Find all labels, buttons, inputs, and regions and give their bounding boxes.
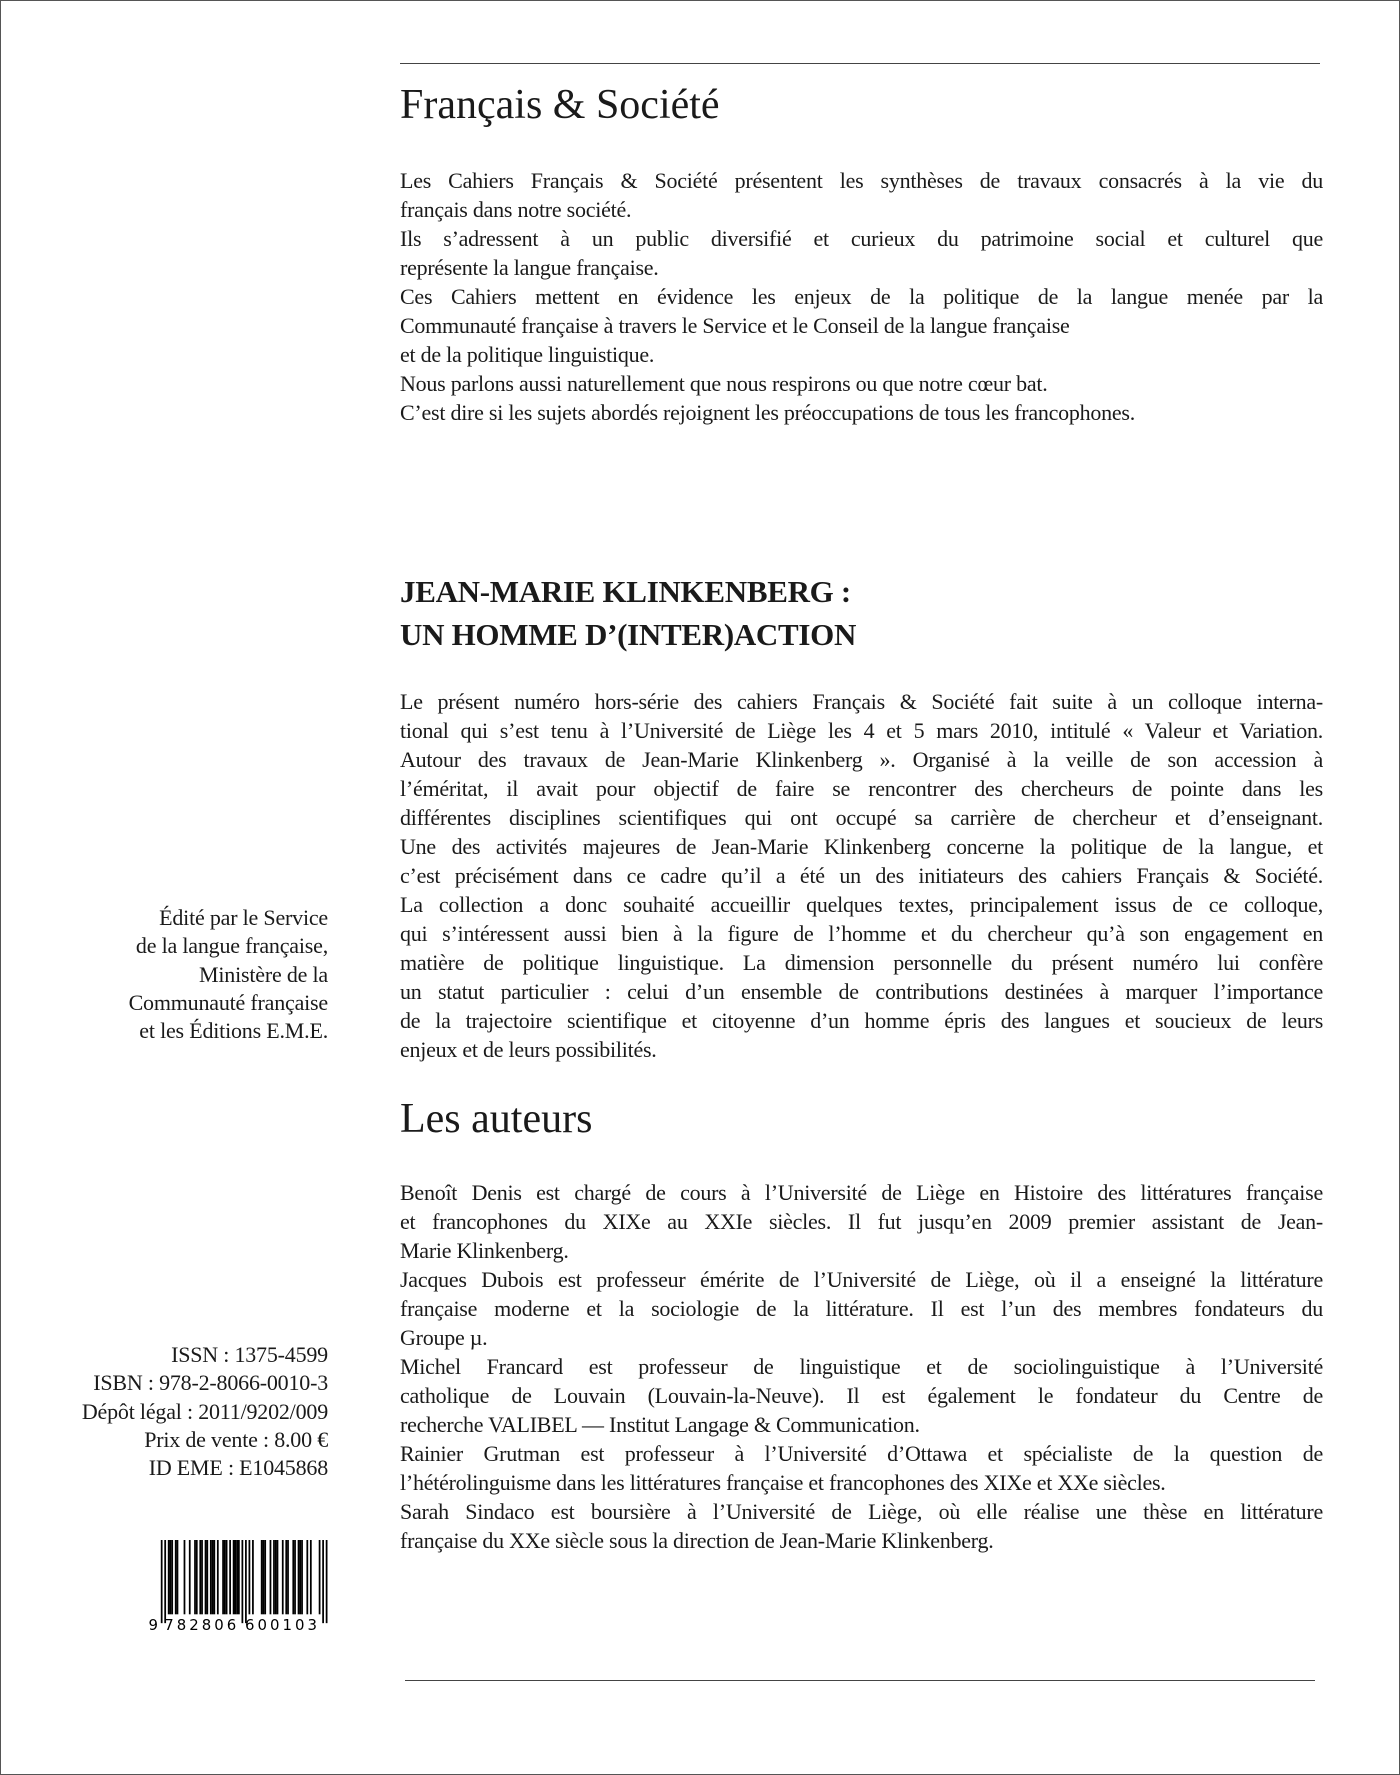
- barcode-bar: [238, 1540, 240, 1614]
- text-line: Rainier Grutman est professeur à l’Université d’Ottawa et spécialiste de la question de: [400, 1441, 1323, 1466]
- barcode-bar: [168, 1540, 170, 1614]
- text-line: différentes disciplines scientifiques qui ont occupé sa carrière de chercheur et d’enseignant.: [400, 805, 1323, 830]
- publisher-line: Communauté française: [128, 989, 328, 1015]
- isbn: ISBN : 978-2-8066-0010-3: [93, 1370, 328, 1396]
- barcode-left-digits: 782806: [164, 1616, 237, 1632]
- text-line: tional qui s’est tenu à l’Université de Liège les 4 et 5 mars 2010, intitulé « Valeur et Variation.: [400, 718, 1323, 743]
- publisher-line: et les Éditions E.M.E.: [139, 1018, 328, 1044]
- book-title-line1: JEAN-MARIE KLINKENBERG :: [400, 574, 851, 609]
- bottom-rule: [405, 1680, 1315, 1681]
- text-line: français dans notre société.: [400, 197, 632, 222]
- barcode-right-digits: 600103: [245, 1616, 317, 1632]
- text-line: Nous parlons aussi naturellement que nous respirons ou que notre cœur bat.: [400, 371, 1048, 396]
- text-line: l’éméritat, il avait pour objectif de faire se rencontrer des chercheurs de pointe dans les: [400, 776, 1323, 801]
- text-line: Ils s’adressent à un public diversifié et curieux du patrimoine social et culturel que: [400, 226, 1323, 251]
- barcode-bar: [270, 1540, 272, 1614]
- publisher-line: de la langue française,: [135, 933, 328, 959]
- eme-id: ID EME : E1045868: [148, 1455, 328, 1481]
- legal-deposit: Dépôt légal : 2011/9202/009: [81, 1398, 328, 1424]
- text-line: Ces Cahiers mettent en évidence les enjeux de la politique de la langue menée par la: [400, 284, 1323, 309]
- issn: ISSN : 1375-4599: [171, 1342, 328, 1367]
- text-line: Jacques Dubois est professeur émérite de l’Université de Liège, où il a enseigné la littérature: [400, 1267, 1323, 1292]
- barcode-bar: [177, 1540, 179, 1614]
- barcode-bar: [205, 1540, 207, 1614]
- barcode-bar: [319, 1540, 321, 1614]
- isbn-barcode: [145, 1540, 331, 1632]
- text-line: française moderne et la sociologie de la littérature. Il est l’un des membres fondateurs du: [400, 1296, 1323, 1321]
- text-line: l’hétérolinguisme dans les littératures française et francophones des XIXe et XXe siècles.: [400, 1470, 1166, 1495]
- barcode-bar: [245, 1540, 247, 1623]
- barcode-bar: [292, 1540, 294, 1614]
- text-line: C’est dire si les sujets abordés rejoignent les préoccupations de tous les francophones.: [400, 400, 1135, 425]
- barcode-bar: [213, 1540, 215, 1614]
- book-title-line2: UN HOMME D’(INTER)ACTION: [400, 617, 857, 652]
- barcode-bar: [171, 1540, 173, 1614]
- text-line: Le présent numéro hors-série des cahiers Français & Société fait suite à un colloque interna-: [400, 689, 1323, 714]
- barcode-bar: [161, 1540, 163, 1623]
- barcode-bar: [282, 1540, 284, 1614]
- barcode-bar: [184, 1540, 186, 1614]
- catalog-info: [82, 1341, 328, 1482]
- barcode-bar: [294, 1540, 296, 1614]
- text-line: et de la politique linguistique.: [400, 342, 655, 367]
- barcode-bar: [164, 1540, 166, 1623]
- publisher-line: Ministère de la: [199, 961, 328, 987]
- text-line: La collection a donc souhaité accueillir quelques textes, principalement issus de ce colloque,: [400, 892, 1323, 917]
- barcode-bar: [217, 1540, 219, 1614]
- price: Prix de vente : 8.00 €: [144, 1426, 328, 1452]
- barcode-bar: [252, 1540, 254, 1614]
- text-line: Benoît Denis est chargé de cours à l’Université de Liège en Histoire des littératures française: [400, 1180, 1323, 1205]
- barcode-bar: [249, 1540, 251, 1614]
- barcode-bar: [194, 1540, 196, 1614]
- barcode-bar: [298, 1540, 300, 1614]
- barcode-bar: [285, 1540, 287, 1614]
- text-line: française du XXe siècle sous la direction de Jean-Marie Klinkenberg.: [400, 1528, 994, 1553]
- barcode-bar: [236, 1540, 238, 1614]
- barcode-first-digit: 9: [148, 1616, 159, 1632]
- barcode-bar: [175, 1540, 177, 1614]
- publisher-line: Édité par le Service: [159, 905, 328, 930]
- summary-paragraph: [400, 687, 1323, 1064]
- barcode-bar: [301, 1540, 303, 1614]
- text-line: Autour des travaux de Jean-Marie Klinkenberg ». Organisé à la veille de son accession à: [400, 747, 1323, 772]
- text-line: enjeux et de leurs possibilités.: [400, 1037, 657, 1062]
- barcode-bar: [261, 1540, 263, 1614]
- text-line: Michel Francard est professeur de linguistique et de sociolinguistique à l’Université: [400, 1354, 1323, 1379]
- text-line: Communauté française à travers le Service et le Conseil de la langue française: [400, 313, 1070, 338]
- barcode-bars: [161, 1540, 328, 1623]
- text-line: Sarah Sindaco est boursière à l’Université de Liège, où elle réalise une thèse en littérature: [400, 1499, 1323, 1524]
- text-line: de la trajectoire scientifique et citoyenne d’un homme épris des langues et soucieux de leurs: [400, 1008, 1323, 1033]
- authors-list: [400, 1178, 1323, 1555]
- text-line: qui s’intéressent aussi bien à la figure de l’homme et du chercheur qu’à son engagement en: [400, 921, 1323, 946]
- text-line: c’est précisément dans ce cadre qu’il a été un des initiateurs des cahiers Français & Société.: [400, 863, 1323, 888]
- barcode-bar: [306, 1540, 308, 1614]
- barcode-bar: [210, 1540, 212, 1614]
- text-line: Groupe µ.: [400, 1325, 488, 1350]
- barcode-bar: [201, 1540, 203, 1614]
- barcode-bar: [234, 1540, 236, 1614]
- authors-heading: Les auteurs: [400, 1096, 593, 1142]
- barcode-bar: [226, 1540, 228, 1614]
- barcode-bar: [206, 1540, 208, 1614]
- barcode-bar: [326, 1540, 328, 1623]
- text-line: Une des activités majeures de Jean-Marie Klinkenberg concerne la politique de la langue, et: [400, 834, 1323, 859]
- text-line: catholique de Louvain (Louvain-la-Neuve). Il est également le fondateur du Centre de: [400, 1383, 1323, 1408]
- barcode-bar: [233, 1540, 235, 1614]
- intro-paragraph: [400, 166, 1323, 427]
- publisher-info: [129, 904, 328, 1045]
- barcode-bar: [199, 1540, 201, 1614]
- barcode-bar: [287, 1540, 289, 1614]
- barcode-bar: [277, 1540, 279, 1614]
- barcode-bar: [196, 1540, 198, 1614]
- barcode-bar: [189, 1540, 191, 1614]
- barcode-bar: [224, 1540, 226, 1614]
- text-line: Marie Klinkenberg.: [400, 1238, 569, 1263]
- top-rule: [400, 63, 1320, 64]
- series-title: Français & Société: [400, 82, 720, 128]
- barcode-bar: [242, 1540, 244, 1623]
- barcode-bar: [212, 1540, 214, 1614]
- text-line: un statut particulier : celui d’un ensemble de contributions destinées à marquer l’importance: [400, 979, 1323, 1004]
- barcode-bar: [310, 1540, 312, 1614]
- barcode-bar: [322, 1540, 324, 1623]
- barcode-bar: [275, 1540, 277, 1614]
- barcode-bar: [264, 1540, 266, 1614]
- barcode-bar: [273, 1540, 275, 1614]
- text-line: et francophones du XIXe au XXIe siècles. Il fut jusqu’en 2009 premier assistant de Jean-: [400, 1209, 1323, 1234]
- text-line: recherche VALIBEL — Institut Langage & Communication.: [400, 1412, 920, 1437]
- barcode-bar: [222, 1540, 224, 1614]
- text-line: matière de politique linguistique. La dimension personnelle du présent numéro lui confère: [400, 950, 1323, 975]
- barcode-bar: [299, 1540, 301, 1614]
- barcode-bar: [229, 1540, 231, 1614]
- barcode-bar: [170, 1540, 172, 1614]
- text-line: représente la langue française.: [400, 255, 659, 280]
- barcode-bar: [263, 1540, 265, 1614]
- text-line: Les Cahiers Français & Société présentent les synthèses de travaux consacrés à la vie du: [400, 168, 1323, 193]
